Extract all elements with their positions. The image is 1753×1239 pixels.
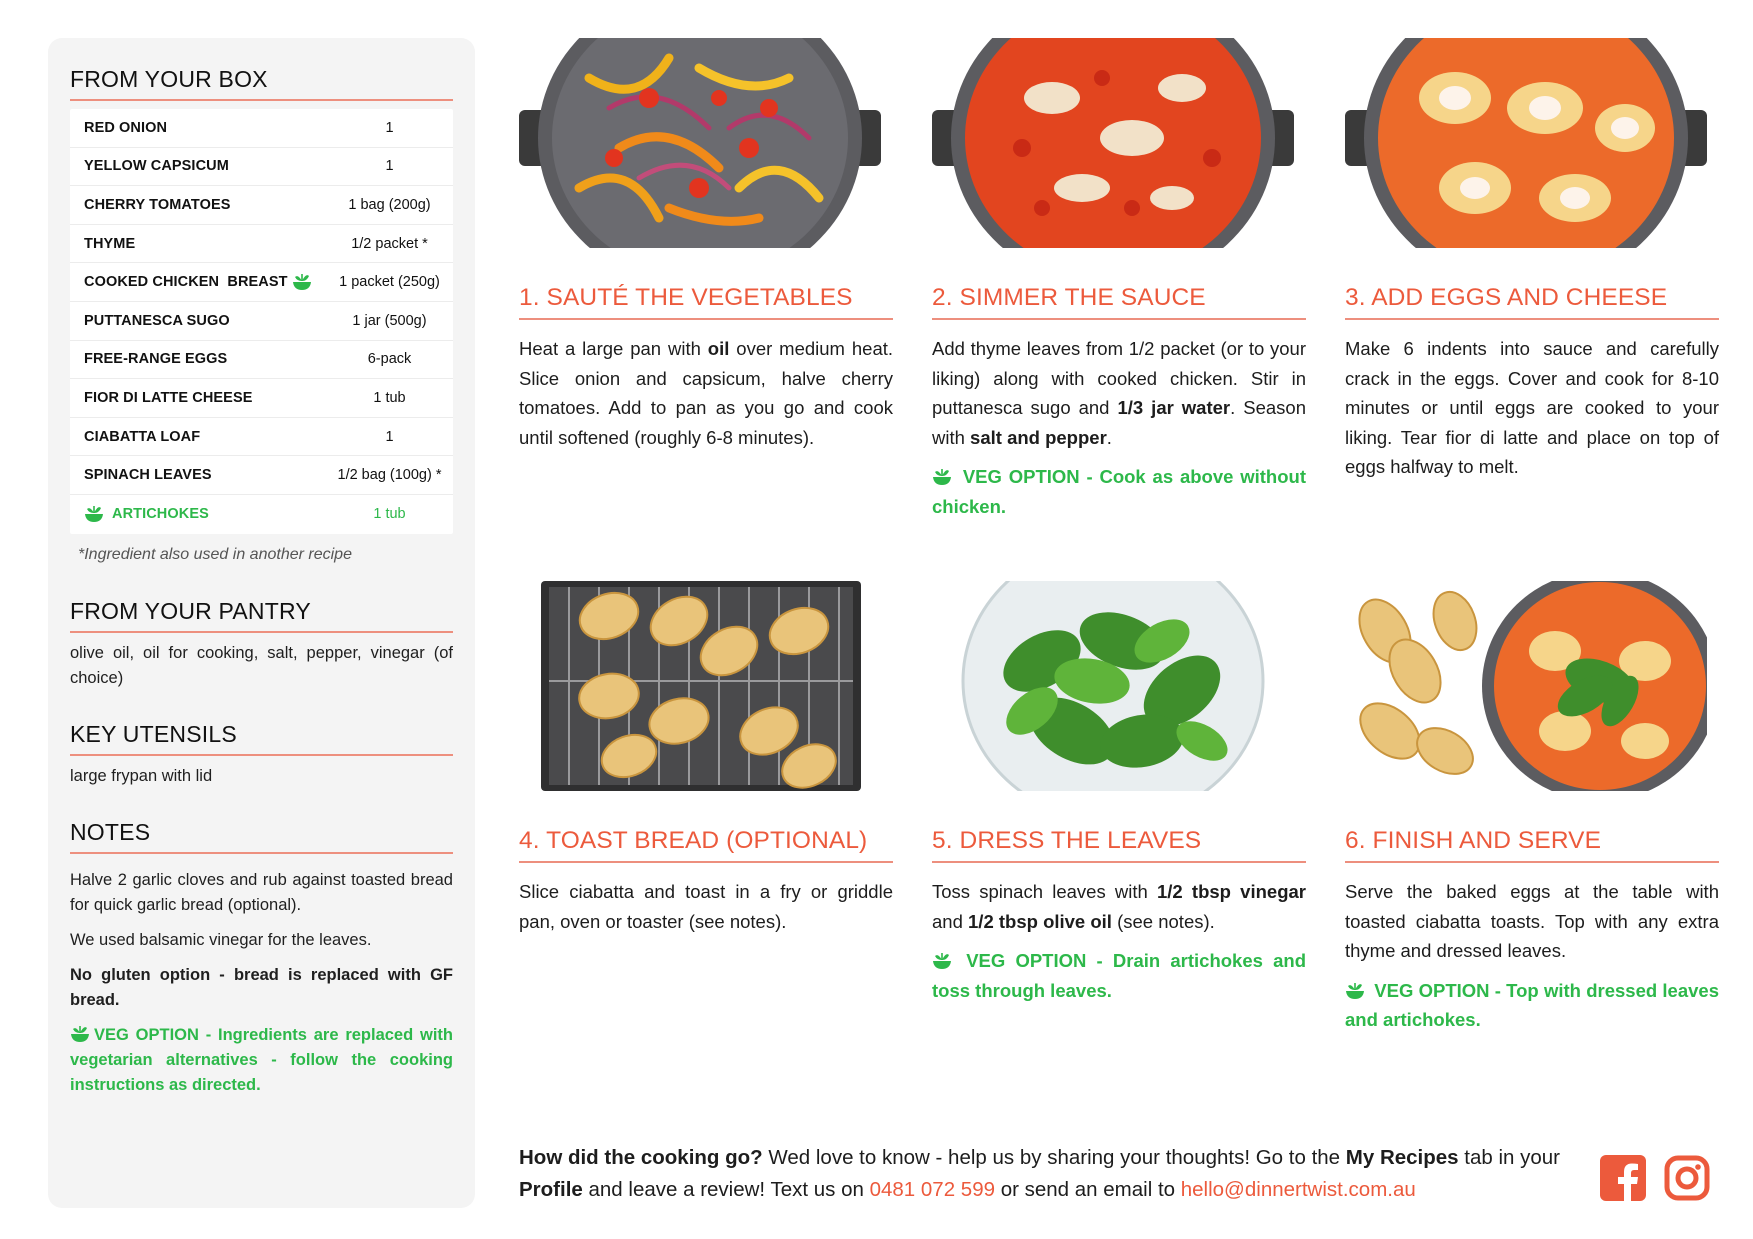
footnote: *Ingredient also used in another recipe	[78, 545, 352, 563]
ingredient-name	[84, 505, 326, 523]
step-1-photo	[519, 38, 881, 248]
ingredient-name: SPINACH LEAVES	[84, 467, 212, 484]
step-4-photo	[519, 581, 881, 791]
ingredient-qty: 1 tub	[373, 506, 406, 523]
ingredient-qty: 1	[385, 428, 394, 445]
ingredient-name: FREE-RANGE EGGS	[84, 351, 228, 368]
notes-heading: NOTES	[70, 819, 453, 854]
ingredient-row	[70, 148, 453, 187]
pantry-text: olive oil, oil for cooking, salt, pepper, vinegar (of choice)	[70, 643, 453, 687]
pantry-heading: FROM YOUR PANTRY	[70, 598, 453, 633]
note-item-veg	[70, 1023, 453, 1098]
step-1-body: Heat a large pan with oil over medium heat. Slice onion and capsicum, halve cherry tomatoes. Add to pan as you go and cook until softened (roughly 6-8 minutes).	[519, 338, 894, 448]
step-6-photo	[1345, 581, 1707, 791]
ingredient-qty: 1	[385, 119, 394, 136]
box-heading: FROM YOUR BOX	[70, 66, 453, 101]
step-2-photo	[932, 38, 1294, 248]
veg-bowl-icon	[84, 505, 104, 523]
ingredient-qty: 1 tub	[373, 389, 406, 406]
step-3-body: Make 6 indents into sauce and carefully crack in the eggs. Cover and cook for 8-10 minutes or until eggs are cooked to your liking. Tear fior di latte and place on top of eggs halfway to melt.	[1345, 338, 1719, 477]
ingredient-row-veg	[70, 495, 453, 534]
email-link[interactable]: hello@dinnertwist.com.au	[1180, 1177, 1416, 1201]
ingredient-qty: 1	[385, 158, 394, 175]
step-4	[519, 581, 893, 936]
step-2-title: 2. SIMMER THE SAUCE	[932, 284, 1306, 320]
ingredient-row	[70, 225, 453, 264]
step-6	[1345, 581, 1719, 1035]
ingredient-row	[70, 302, 453, 341]
ingredients-sidebar	[48, 38, 475, 1208]
step-2-veg-option: VEG OPTION - Cook as above without chicken.	[932, 466, 1306, 517]
ingredient-row	[70, 186, 453, 225]
ingredient-qty: 1 bag (200g)	[348, 196, 431, 213]
step-5-title: 5. DRESS THE LEAVES	[932, 827, 1306, 863]
veg-bowl-icon	[1345, 982, 1365, 1000]
ingredient-name: CHERRY TOMATOES	[84, 196, 231, 213]
utensils-heading: KEY UTENSILS	[70, 721, 453, 756]
footer-question: How did the cooking go?	[519, 1146, 763, 1169]
veg-bowl-icon	[292, 273, 312, 291]
step-5	[932, 581, 1306, 1005]
step-3	[1345, 38, 1719, 482]
profile-link[interactable]: Profile	[519, 1177, 583, 1201]
step-2-body: Add thyme leaves from 1/2 packet (or to your liking) along with cooked chicken. Stir in puttanesca sugo and 1/3 jar water. Season with salt and pepper.	[932, 338, 1306, 448]
note-item: Halve 2 garlic cloves and rub against toasted bread for quick garlic bread (optional).	[70, 870, 453, 914]
step-2	[932, 38, 1306, 521]
veg-bowl-icon	[932, 952, 952, 970]
ingredient-qty: 1 jar (500g)	[352, 312, 427, 329]
ingredient-name: YELLOW CAPSICUM	[84, 158, 229, 175]
step-3-photo	[1345, 38, 1707, 248]
step-6-body: Serve the baked eggs at the table with toasted ciabatta toasts. Top with any extra thyme and dressed leaves.	[1345, 881, 1719, 961]
ingredient-qty: 1/2 bag (100g) *	[337, 467, 442, 484]
step-1	[519, 38, 893, 452]
step-5-photo	[932, 581, 1294, 791]
step-3-title: 3. ADD EGGS AND CHEESE	[1345, 284, 1719, 320]
ingredient-row	[70, 418, 453, 457]
note-item-gluten: No gluten option - bread is replaced with GF bread.	[70, 965, 453, 1009]
step-5-veg-option: VEG OPTION - Drain artichokes and toss through leaves.	[932, 950, 1306, 1001]
feedback-footer: How did the cooking go? Wed love to know - help us by sharing your thoughts! Go to the My Recipes tab in your Profile and leave a review! Text us on 0481 072 599 or send an email to hello@dinnertwist.com.au	[519, 1146, 1560, 1201]
step-1-title: 1. SAUTÉ THE VEGETABLES	[519, 284, 893, 320]
step-6-title: 6. FINISH AND SERVE	[1345, 827, 1719, 863]
ingredient-name: CIABATTA LOAF	[84, 428, 201, 445]
ingredient-name: THYME	[84, 235, 136, 252]
ingredient-row	[70, 109, 453, 148]
ingredient-name-text: ARTICHOKES	[112, 506, 209, 523]
veg-bowl-icon	[70, 1025, 90, 1043]
ingredient-name: PUTTANESCA SUGO	[84, 312, 230, 329]
note-item: We used balsamic vinegar for the leaves.	[70, 930, 372, 949]
facebook-icon[interactable]	[1600, 1155, 1646, 1201]
veg-bowl-icon	[932, 468, 952, 486]
step-4-title: 4. TOAST BREAD (OPTIONAL)	[519, 827, 893, 863]
ingredient-qty: 1 packet (250g)	[339, 274, 440, 291]
instagram-icon[interactable]	[1664, 1155, 1710, 1201]
step-4-body: Slice ciabatta and toast in a fry or griddle pan, oven or toaster (see notes).	[519, 881, 893, 932]
ingredient-row	[70, 379, 453, 418]
step-6-veg-option: VEG OPTION - Top with dressed leaves and artichokes.	[1345, 979, 1719, 1030]
phone-link[interactable]: 0481 072 599	[869, 1177, 995, 1201]
ingredient-name	[84, 273, 326, 291]
my-recipes-link[interactable]: My Recipes	[1345, 1146, 1459, 1169]
ingredient-name-text: COOKED CHICKEN BREAST	[84, 274, 288, 291]
ingredient-qty: 6-pack	[367, 351, 412, 368]
ingredient-name: FIOR DI LATTE CHEESE	[84, 389, 253, 406]
utensils-text: large frypan with lid	[70, 766, 213, 785]
ingredient-row	[70, 263, 453, 302]
ingredient-row	[70, 341, 453, 380]
step-5-body: Toss spinach leaves with 1/2 tbsp vinegar and 1/2 tbsp olive oil (see notes).	[932, 881, 1306, 932]
ingredient-table	[70, 109, 453, 534]
ingredient-name: RED ONION	[84, 119, 168, 136]
ingredient-qty: 1/2 packet *	[351, 235, 428, 252]
notes-list	[70, 868, 453, 1098]
note-veg-text: VEG OPTION - Ingredients are replaced with vegetarian alternatives - follow the cooking instructions as directed.	[70, 1025, 453, 1094]
ingredient-row	[70, 456, 453, 495]
